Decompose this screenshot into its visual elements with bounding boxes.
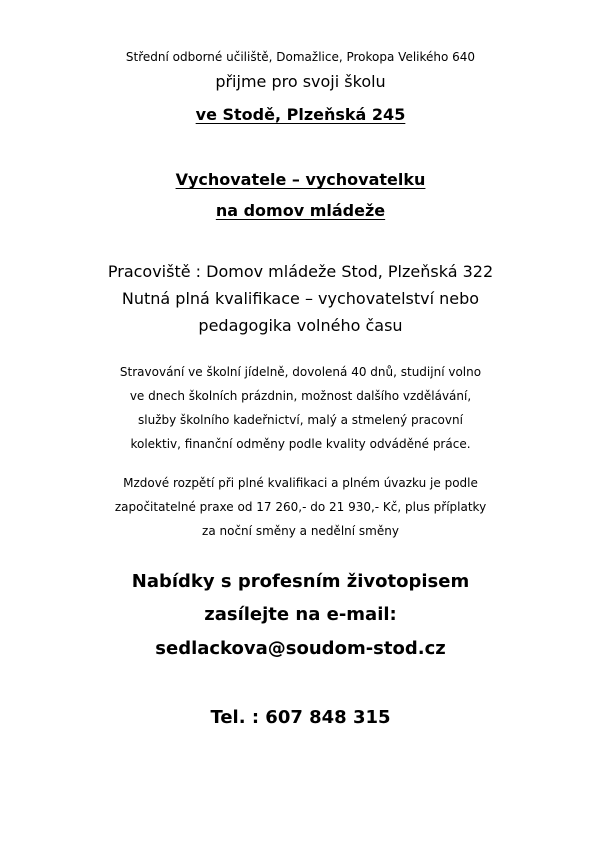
hiring-statement: přijme pro svoji školu: [215, 72, 386, 91]
position-title: Vychovatele – vychovatelku: [175, 170, 426, 189]
school-location: ve Stodě, Plzeňská 245: [195, 105, 406, 124]
qualification-line: Nutná plná kvalifikace – vychovatelství nebo: [121, 289, 480, 308]
send-by-email-text: zasílejte na e-mail:: [204, 604, 397, 625]
applications-heading: Nabídky s profesním životopisem: [131, 571, 470, 592]
salary-line-3: za noční směny a nedělní směny: [202, 524, 399, 538]
contact-email: sedlackova@soudom-stod.cz: [155, 638, 446, 659]
contact-phone: Tel. : 607 848 315: [210, 707, 391, 728]
benefits-line-2: ve dnech školních prázdnin, možnost dalšího vzdělávání,: [129, 389, 472, 403]
workplace-line: Pracoviště : Domov mládeže Stod, Plzeňská 322: [107, 262, 494, 281]
salary-line-1: Mzdové rozpětí při plné kvalifikaci a plném úvazku je podle: [123, 476, 478, 490]
qualification-detail: pedagogika volného času: [198, 316, 403, 335]
school-name: Střední odborné učiliště, Domažlice, Prokopa Velikého 640: [125, 50, 476, 64]
benefits-line-1: Stravování ve školní jídelně, dovolená 40 dnů, studijní volno: [119, 365, 482, 379]
position-subtitle: na domov mládeže: [215, 201, 386, 220]
benefits-line-3: služby školního kadeřnictví, malý a stmelený pracovní: [138, 413, 463, 427]
salary-line-2: započitatelné praxe od 17 260,- do 21 930,- Kč, plus příplatky: [114, 500, 487, 514]
benefits-line-4: kolektiv, finanční odměny podle kvality odváděné práce.: [130, 437, 471, 451]
